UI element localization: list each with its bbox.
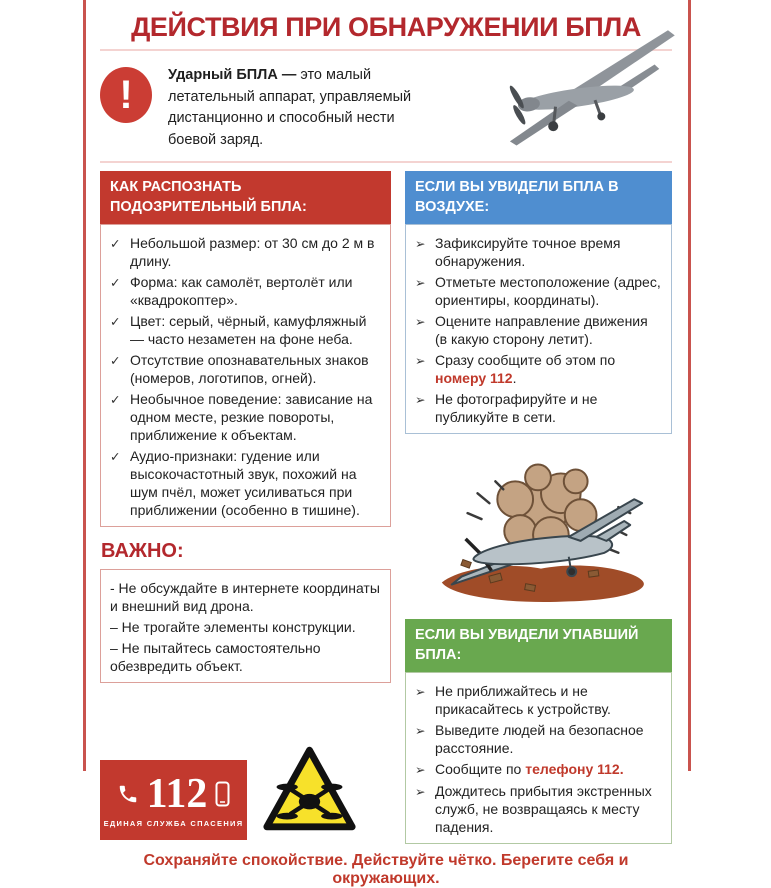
intro-section bbox=[100, 63, 672, 155]
list-marker-icon: ✓ bbox=[110, 450, 121, 465]
list-marker-icon: ➢ bbox=[415, 315, 426, 330]
list-item-text: Дождитесь прибытия экстренных служб, не возвращаясь к месту падения. bbox=[435, 783, 652, 836]
list-marker-icon: ✓ bbox=[110, 354, 121, 369]
list-item-text: Небольшой размер: от 30 см до 2 м в длину. bbox=[130, 235, 375, 270]
list-item-text: Зафиксируйте точное время обнаружения. bbox=[435, 235, 621, 270]
page-title: ДЕЙСТВИЯ ПРИ ОБНАРУЖЕНИИ БПЛА bbox=[131, 12, 641, 42]
intro-lead: Ударный БПЛА — bbox=[168, 67, 297, 84]
intro-text bbox=[168, 65, 438, 155]
list-marker-icon: ➢ bbox=[415, 237, 426, 252]
list-item bbox=[110, 447, 382, 519]
list-item bbox=[110, 618, 382, 636]
exclamation-icon bbox=[100, 67, 152, 123]
list-marker-icon: ➢ bbox=[415, 393, 426, 408]
columns bbox=[100, 171, 672, 844]
phone-icon bbox=[117, 783, 139, 805]
poster-content bbox=[100, 0, 672, 888]
emergency-number: 112 bbox=[146, 770, 208, 817]
list-item bbox=[110, 639, 382, 675]
list-marker-icon: ➢ bbox=[415, 354, 426, 369]
drone-warning-sign bbox=[261, 743, 358, 840]
list-item bbox=[110, 579, 382, 615]
left-column bbox=[100, 171, 391, 844]
crashed-drone-icon bbox=[420, 443, 658, 609]
right-border-line bbox=[688, 0, 691, 771]
crashed-drone-image bbox=[420, 443, 658, 614]
section-header-fallen: ЕСЛИ ВЫ УВИДЕЛИ УПАВШИЙ БПЛА: bbox=[405, 619, 672, 672]
section-header-air: ЕСЛИ ВЫ УВИДЕЛИ БПЛА В ВОЗДУХЕ: bbox=[405, 171, 672, 224]
list-item bbox=[110, 351, 382, 387]
list-item-text: Цвет: серый, чёрный, камуфляжный — часто незаметен на фоне неба. bbox=[130, 313, 367, 348]
list-item-text: Выведите людей на безопасное расстояние. bbox=[435, 722, 644, 757]
list-item-text: Оцените направление движения (в какую сторону летит). bbox=[435, 313, 648, 348]
list-item-text: Сообщите по телефону 112. bbox=[435, 761, 624, 778]
footer-slogan: Сохраняйте спокойствие. Действуйте чётко. Берегите себя и окружающих. bbox=[143, 852, 629, 888]
list-item-text: Аудио-признаки: гудение или высокочастотный звук, похожий на шум пчёл, может усиливаться при приближении (особенно в тишине). bbox=[130, 448, 360, 519]
emergency-row bbox=[100, 743, 391, 844]
list-item bbox=[415, 721, 663, 757]
list-marker-icon: ➢ bbox=[415, 724, 426, 739]
list-marker-icon: ✓ bbox=[110, 276, 121, 291]
flying-drone-icon bbox=[476, 39, 688, 149]
list-item bbox=[415, 312, 663, 348]
list-marker-icon: ➢ bbox=[415, 763, 426, 778]
right-column bbox=[405, 171, 672, 844]
list-marker-icon: ➢ bbox=[415, 685, 426, 700]
list-item-text: Форма: как самолёт, вертолёт или «квадрокоптер». bbox=[130, 274, 353, 309]
list-marker-icon: ➢ bbox=[415, 785, 426, 800]
list-item bbox=[415, 273, 663, 309]
emergency-number-row bbox=[117, 770, 231, 817]
list-item-text: – Не трогайте элементы конструкции. bbox=[110, 619, 356, 636]
list-item bbox=[110, 234, 382, 270]
strike-drone-image bbox=[476, 39, 688, 149]
section-divider bbox=[100, 161, 672, 163]
list-item-text: Не приближайтесь и не прикасайтесь к устройству. bbox=[435, 683, 611, 718]
list-item bbox=[110, 312, 382, 348]
list-item-text: Сразу сообщите об этом по номеру 112. bbox=[435, 352, 616, 387]
left-border-line bbox=[83, 0, 86, 771]
list-item-text: Не фотографируйте и не публикуйте в сети. bbox=[435, 391, 598, 426]
drone-warning-triangle-icon bbox=[261, 743, 358, 835]
list-marker-icon: ✓ bbox=[110, 237, 121, 252]
air-list bbox=[405, 224, 672, 434]
list-item-text: Необычное поведение: зависание на одном месте, резкие повороты, приближение к объектам. bbox=[130, 391, 373, 444]
important-heading: ВАЖНО: bbox=[101, 540, 184, 563]
emergency-label: ЕДИНАЯ СЛУЖБА СПАСЕНИЯ bbox=[103, 818, 244, 828]
list-marker-icon: ✓ bbox=[110, 393, 121, 408]
list-item bbox=[415, 782, 663, 836]
list-item bbox=[415, 351, 663, 387]
list-item bbox=[415, 234, 663, 270]
list-item-text: - Не обсуждайте в интернете координаты и внешний вид дрона. bbox=[110, 580, 380, 615]
important-list bbox=[100, 569, 391, 683]
list-item bbox=[415, 682, 663, 718]
list-item-text: Отсутствие опознавательных знаков (номеров, логотипов, огней). bbox=[130, 352, 369, 387]
emergency-112-block bbox=[100, 760, 247, 840]
list-item bbox=[415, 760, 663, 779]
smartphone-icon bbox=[215, 781, 230, 807]
section-header-recognize: КАК РАСПОЗНАТЬ ПОДОЗРИТЕЛЬНЫЙ БПЛА: bbox=[100, 171, 391, 224]
list-marker-icon: ✓ bbox=[110, 315, 121, 330]
list-item bbox=[110, 273, 382, 309]
list-marker-icon: ➢ bbox=[415, 276, 426, 291]
list-item-text: Отметьте местоположение (адрес, ориентиры, координаты). bbox=[435, 274, 661, 309]
exclamation-glyph: ! bbox=[119, 72, 133, 117]
fallen-list bbox=[405, 672, 672, 844]
list-item bbox=[415, 390, 663, 426]
list-item-text: – Не пытайтесь самостоятельно обезвредить объект. bbox=[110, 640, 321, 675]
intro-body: это малый летательный аппарат, управляемый дистанционно и способный нести боевой заряд. bbox=[168, 67, 412, 148]
list-item bbox=[110, 390, 382, 444]
recognize-list bbox=[100, 224, 391, 527]
